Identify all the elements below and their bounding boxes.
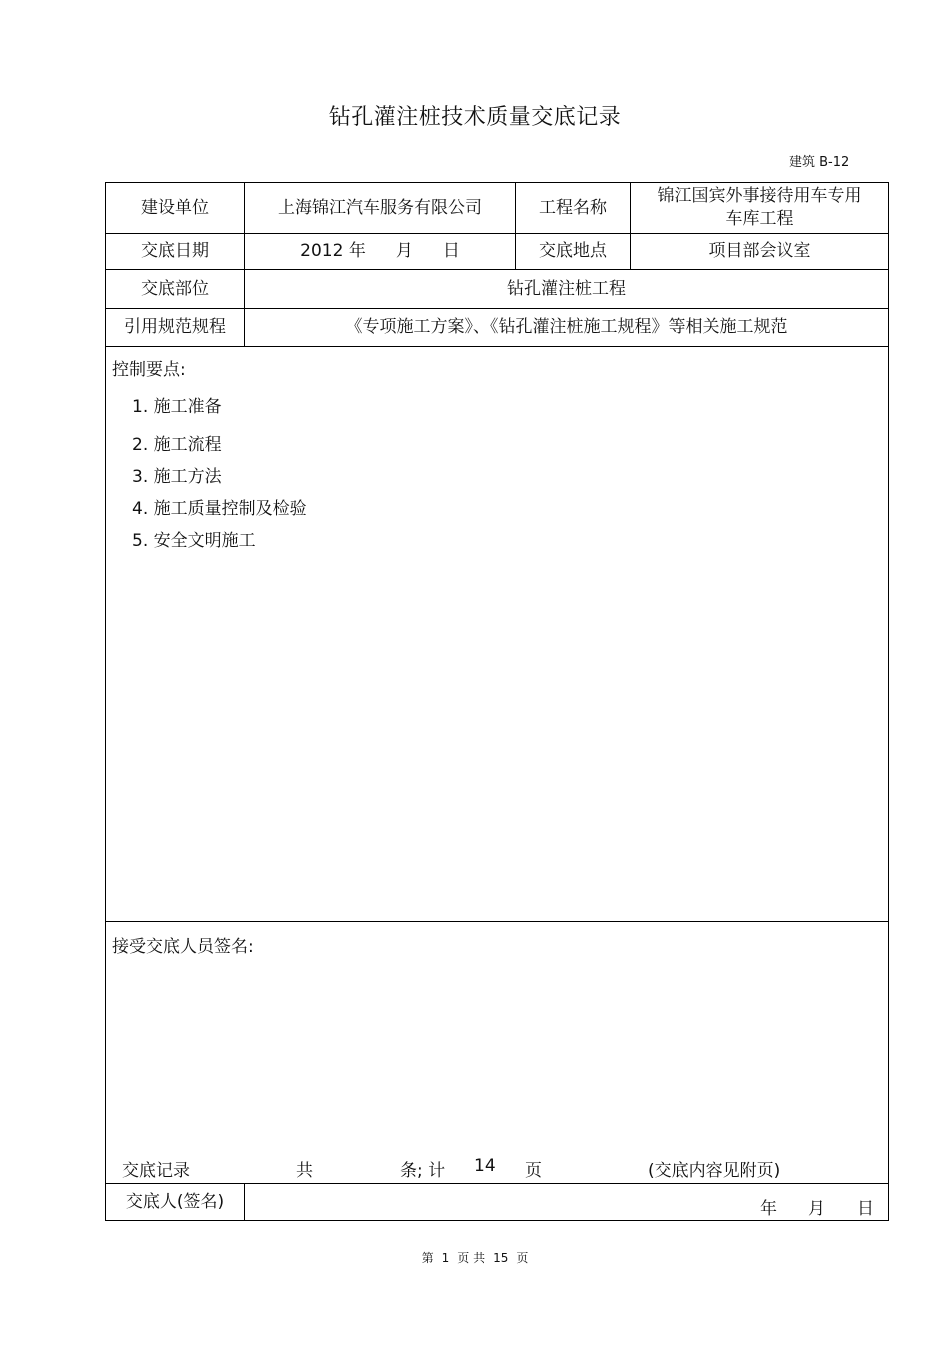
- attachment-note: (交底内容见附页): [648, 1161, 781, 1181]
- control-item: 1. 施工准备: [132, 397, 222, 417]
- label-disclosure-date: 交底日期: [141, 241, 209, 261]
- footer-prefix: 第: [421, 1251, 434, 1265]
- pages-label: 页: [525, 1161, 542, 1181]
- control-points-heading: 控制要点:: [112, 360, 186, 380]
- control-item: 5. 安全文明施工: [132, 531, 256, 551]
- footer-suffix: 页: [516, 1251, 529, 1265]
- items-label: 条; 计: [400, 1161, 446, 1181]
- footer-page-num: 1: [441, 1251, 450, 1265]
- record-label: 交底记录: [122, 1161, 190, 1181]
- value-referenced-standards: 《专项施工方案》、《钻孔灌注桩施工规程》等相关施工规范: [345, 317, 788, 337]
- col-divider: [244, 1183, 245, 1221]
- page-footer: [0, 1249, 950, 1266]
- total-label: 共: [296, 1161, 313, 1181]
- label-referenced-standards: 引用规范规程: [124, 317, 226, 337]
- label-construction-unit: 建设单位: [141, 197, 209, 218]
- footer-page-total: 15: [493, 1251, 509, 1265]
- value-disclosure-location: 项目部会议室: [708, 241, 811, 261]
- recipient-signature-heading: 接受交底人员签名:: [112, 937, 254, 957]
- project-name-line1: 锦江国宾外事接待用车专用: [657, 186, 862, 206]
- date-day: 日: [442, 241, 460, 261]
- control-item: 4. 施工质量控制及检验: [132, 499, 307, 519]
- label-discloser-signature: 交底人(签名): [125, 1191, 225, 1212]
- discloser-month: 月: [808, 1199, 825, 1219]
- row-divider: [105, 921, 889, 922]
- date-year: 2012 年: [300, 241, 366, 261]
- discloser-year: 年: [760, 1199, 777, 1219]
- row-divider: [105, 346, 889, 347]
- control-item: 3. 施工方法: [132, 467, 222, 487]
- project-name-line2: 车库工程: [725, 209, 794, 229]
- discloser-day: 日: [857, 1199, 874, 1219]
- form-code: 建筑 B-12: [789, 155, 850, 170]
- value-disclosure-date: [245, 234, 515, 269]
- label-disclosure-part: 交底部位: [141, 278, 209, 299]
- label-project-name: 工程名称: [539, 197, 607, 218]
- pages-count: 14: [474, 1156, 496, 1176]
- date-month: 月: [395, 241, 413, 261]
- value-project-name: [631, 183, 888, 233]
- value-construction-unit: 上海锦江汽车服务有限公司: [278, 197, 482, 218]
- label-disclosure-location: 交底地点: [539, 241, 607, 261]
- footer-mid: 页 共: [457, 1251, 486, 1265]
- document-title: 钻孔灌注桩技术质量交底记录: [328, 105, 622, 130]
- control-item: 2. 施工流程: [132, 435, 222, 455]
- value-disclosure-part: 钻孔灌注桩工程: [507, 278, 626, 299]
